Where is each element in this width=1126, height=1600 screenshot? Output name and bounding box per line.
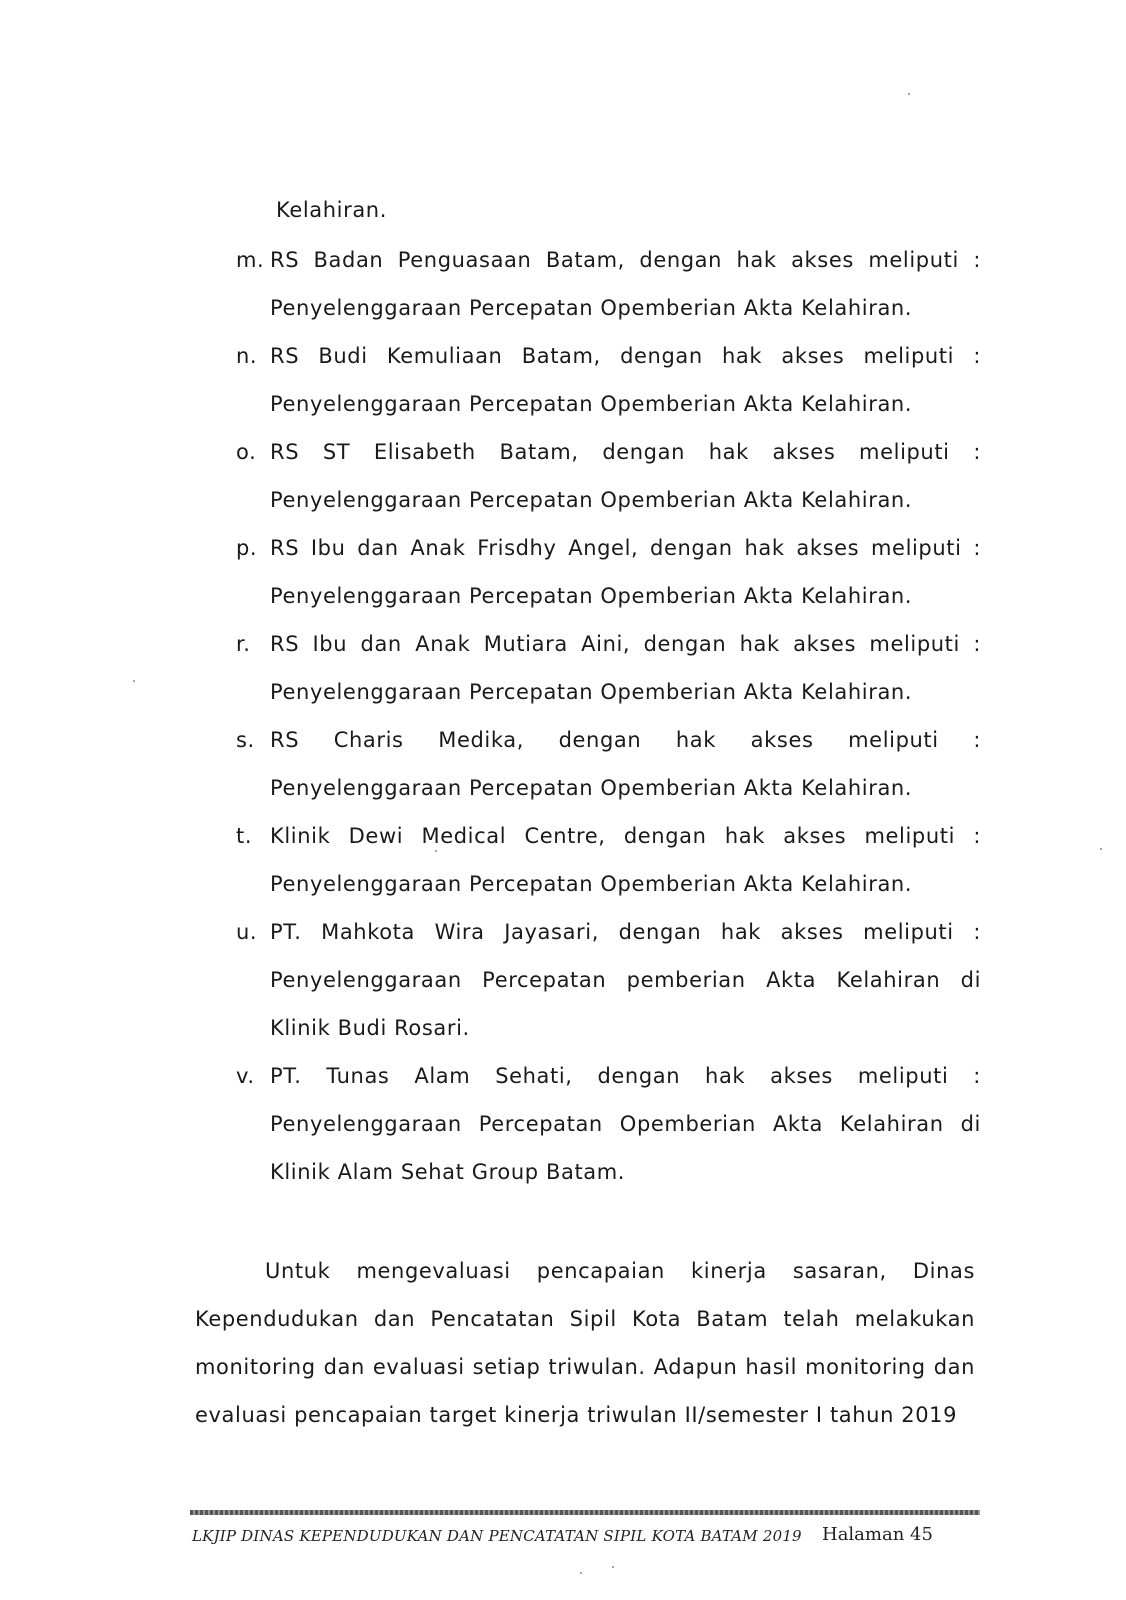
- list-marker: n.: [236, 344, 258, 368]
- scan-speck: [908, 93, 910, 95]
- list-item: [236, 620, 981, 716]
- list-marker: r.: [236, 632, 251, 656]
- list-marker: t.: [236, 824, 253, 848]
- list-item: [236, 1052, 981, 1196]
- page-number: Halaman 45: [822, 1524, 933, 1545]
- scan-speck: [435, 850, 437, 852]
- list-item-text: RS Budi Kemuliaan Batam, dengan hak akses meliputi : Penyelenggaraan Percepatan Opemberian Akta Kelahiran.: [270, 344, 981, 416]
- list-item-text: RS Ibu dan Anak Frisdhy Angel, dengan hak akses meliputi : Penyelenggaraan Percepatan Opemberian Akta Kelahiran.: [270, 536, 981, 608]
- list-item-text: Klinik Dewi Medical Centre, dengan hak akses meliputi : Penyelenggaraan Percepatan Opemberian Akta Kelahiran.: [270, 824, 981, 896]
- list-item-text: RS Badan Penguasaan Batam, dengan hak akses meliputi : Penyelenggaraan Percepatan Opemberian Akta Kelahiran.: [270, 248, 981, 320]
- continuation-text: Kelahiran.: [276, 198, 387, 222]
- list-item: [236, 332, 981, 428]
- list-item: [236, 812, 981, 908]
- list-marker: s.: [236, 728, 255, 752]
- list-item: [236, 716, 981, 812]
- scan-speck: [580, 1572, 582, 1574]
- list-item: [236, 428, 981, 524]
- footer-title: LKJIP DINAS KEPENDUDUKAN DAN PENCATATAN SIPIL KOTA BATAM 2019: [192, 1527, 802, 1545]
- list-marker: p.: [236, 536, 258, 560]
- footer-divider: [190, 1510, 980, 1515]
- list-item: [236, 236, 981, 332]
- list-item: [236, 524, 981, 620]
- hospital-access-list: [236, 236, 981, 1196]
- list-item-text: RS Charis Medika, dengan hak akses meliputi : Penyelenggaraan Percepatan Opemberian Akta Kelahiran.: [270, 728, 981, 800]
- list-item: [236, 908, 981, 1052]
- list-item-text: PT. Mahkota Wira Jayasari, dengan hak akses meliputi : Penyelenggaraan Percepatan pemberian Akta Kelahiran di Klinik Budi Rosari.: [270, 920, 981, 1040]
- list-marker: v.: [236, 1064, 255, 1088]
- list-marker: u.: [236, 920, 258, 944]
- list-item-text: RS Ibu dan Anak Mutiara Aini, dengan hak akses meliputi : Penyelenggaraan Percepatan Opemberian Akta Kelahiran.: [270, 632, 981, 704]
- list-marker: o.: [236, 440, 257, 464]
- scan-speck: [612, 1566, 614, 1568]
- scan-speck: [133, 680, 135, 682]
- list-item-text: PT. Tunas Alam Sehati, dengan hak akses meliputi : Penyelenggaraan Percepatan Opemberian Akta Kelahiran di Klinik Alam Sehat Group Batam.: [270, 1064, 981, 1184]
- list-marker: m.: [236, 248, 265, 272]
- evaluation-paragraph: Untuk mengevaluasi pencapaian kinerja sasaran, Dinas Kependudukan dan Pencatatan Sipil Kota Batam telah melakukan monitoring dan evaluasi setiap triwulan. Adapun hasil monitoring dan evaluasi pencapaian target kinerja triwulan II/semester I tahun 2019: [195, 1259, 975, 1427]
- list-item-text: RS ST Elisabeth Batam, dengan hak akses meliputi : Penyelenggaraan Percepatan Opemberian Akta Kelahiran.: [270, 440, 981, 512]
- scan-speck: [1100, 848, 1102, 850]
